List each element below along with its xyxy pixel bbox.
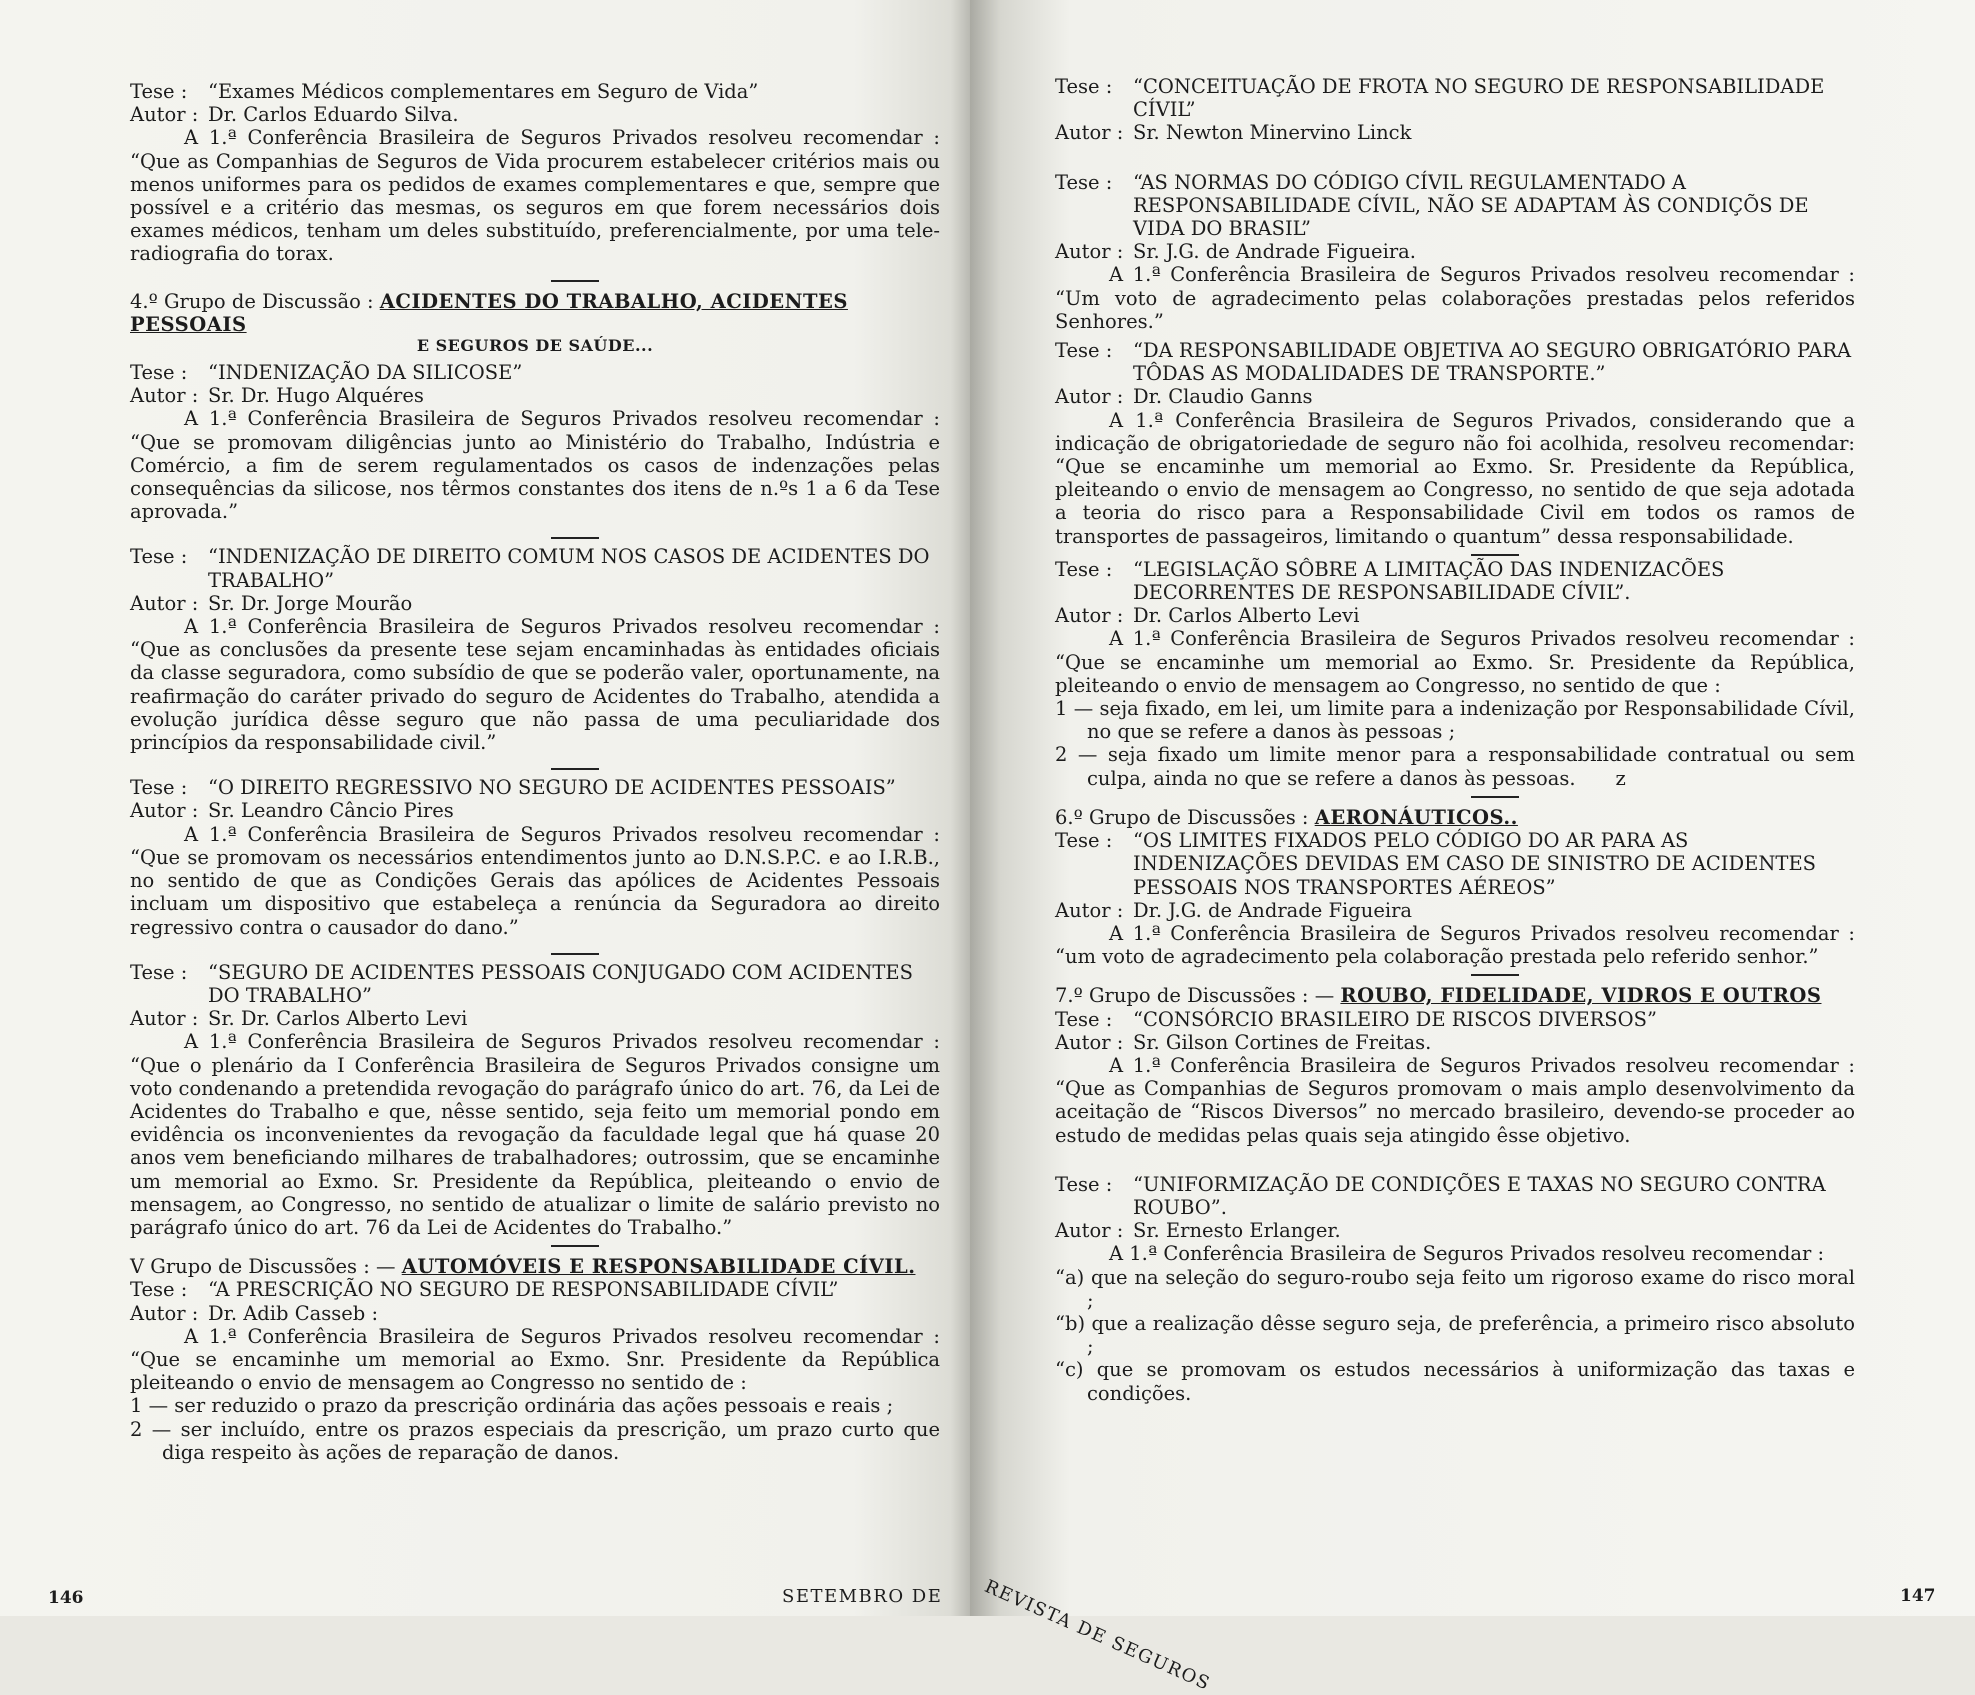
- autor-label: Autor :: [130, 799, 199, 823]
- thesis-title: “Exames Médicos complementares em Seguro de Vida”: [208, 80, 759, 103]
- right-page: [970, 0, 1975, 1695]
- margin-mark: z: [1615, 766, 1626, 790]
- list-item-text: 2 — seja fixado um limite menor para a responsabilidade contratual ou sem culpa, ainda no que se refere a danos às pessoas.: [1055, 743, 1855, 790]
- thesis-block: [1055, 1173, 1855, 1405]
- thesis-title: “DA RESPONSABILIDADE OBJETIVA AO SEGURO OBRIGATÓRIO PARA TÔDAS AS MODALIDADES DE TRANSPORTE.”: [1133, 339, 1852, 386]
- tese-label: Tese :: [1055, 1172, 1113, 1196]
- thesis-block: [1055, 1008, 1855, 1147]
- thesis-block: [1055, 339, 1855, 548]
- thesis-title: “UNIFORMIZAÇÃO DE CONDIÇÕES E TAXAS NO SEGURO CONTRA ROUBO”.: [1133, 1172, 1826, 1219]
- thesis-title: “INDENIZAÇÃO DA SILICOSE”: [208, 361, 523, 385]
- separator: [551, 953, 599, 955]
- thesis-block: [1055, 75, 1855, 145]
- thesis-block: [130, 545, 940, 754]
- autor-label: Autor :: [130, 591, 199, 615]
- running-footer: SETEMBRO DE: [782, 1586, 943, 1607]
- left-page: [0, 0, 970, 1616]
- thesis-author: Sr. Dr. Carlos Alberto Levi: [208, 1007, 468, 1031]
- thesis-author: Sr. J.G. de Andrade Figueira.: [1133, 240, 1416, 264]
- group-prefix: 7.º Grupo de Discussões : —: [1055, 984, 1335, 1008]
- page-number: 146: [48, 1588, 84, 1608]
- group-heading: [130, 1255, 940, 1278]
- autor-label: Autor :: [1055, 1030, 1124, 1054]
- autor-label: Autor :: [130, 384, 199, 408]
- resolution-text: A 1.ª Conferência Brasileira de Seguros Privados resolveu recomendar : “um voto de agradecimento pela colaboração prestada pelo referido senhor.”: [1055, 921, 1855, 969]
- thesis-block: [130, 80, 940, 266]
- list-item: 2 — ser incluído, entre os prazos especiais da prescrição, um prazo curto que diga respeito às ações de reparação de danos.: [130, 1417, 940, 1464]
- group-name: AUTOMÓVEIS E RESPONSABILIDADE CÍVIL.: [401, 1255, 916, 1279]
- autor-label: Autor :: [130, 1007, 199, 1031]
- autor-label: Autor :: [1055, 604, 1124, 628]
- group-heading: [130, 290, 940, 336]
- separator: [551, 1245, 599, 1247]
- thesis-block: [1055, 829, 1855, 968]
- thesis-author: Sr. Leandro Câncio Pires: [208, 799, 454, 823]
- tese-label: Tese :: [130, 960, 188, 984]
- tese-label: Tese :: [130, 80, 188, 103]
- group-prefix: 4.º Grupo de Discussão :: [130, 289, 374, 313]
- page-number: 147: [1900, 1586, 1936, 1606]
- thesis-block: [1055, 558, 1855, 790]
- thesis-author: Dr. J.G. de Andrade Figueira: [1133, 898, 1413, 922]
- autor-label: Autor :: [1055, 121, 1124, 145]
- separator: [551, 768, 599, 770]
- thesis-block: [130, 1278, 940, 1464]
- thesis-author: Sr. Newton Minervino Linck: [1133, 121, 1412, 145]
- tese-label: Tese :: [130, 361, 188, 385]
- tese-label: Tese :: [1055, 75, 1113, 98]
- thesis-author: Dr. Carlos Eduardo Silva.: [208, 103, 459, 127]
- thesis-author: Sr. Gilson Cortines de Freitas.: [1133, 1030, 1432, 1054]
- thesis-title: “LEGISLAÇÃO SÔBRE A LIMITAÇÃO DAS INDENIZACÕES DECORRENTES DE RESPONSABILIDADE CÍVIL”.: [1133, 557, 1725, 605]
- separator: [1471, 796, 1519, 798]
- thesis-author: Dr. Adib Casseb :: [208, 1301, 379, 1325]
- tese-label: Tese :: [1055, 170, 1113, 194]
- group-name: ACIDENTES DO TRABALHO, ACIDENTES PESSOAIS: [130, 289, 848, 336]
- tese-label: Tese :: [130, 776, 188, 800]
- autor-label: Autor :: [1055, 898, 1124, 922]
- group-prefix: 6.º Grupo de Discussões :: [1055, 805, 1309, 829]
- group-name-continued: E SEGUROS DE SAÚDE...: [416, 336, 654, 356]
- tese-label: Tese :: [130, 1278, 188, 1302]
- group-heading: [1055, 806, 1855, 829]
- group-prefix: V Grupo de Discussões : —: [130, 1255, 396, 1279]
- list-item: “c) que se promovam os estudos necessários à uniformização das taxas e condições.: [1055, 1358, 1855, 1405]
- autor-label: Autor :: [130, 1301, 199, 1325]
- thesis-block: [130, 361, 940, 523]
- thesis-title: “O DIREITO REGRESSIVO NO SEGURO DE ACIDENTES PESSOAIS”: [208, 776, 896, 800]
- thesis-author: Dr. Claudio Ganns: [1133, 385, 1313, 409]
- thesis-title: “CONCEITUAÇÃO DE FROTA NO SEGURO DE RESPONSABILIDADE CÍVIL”: [1133, 75, 1825, 122]
- autor-label: Autor :: [1055, 385, 1124, 409]
- resolution-text: A 1.ª Conferência Brasileira de Seguros Privados resolveu recomendar : “Que as Companhias de Seguros promovam o mais amplo desenvolvimento da aceitação de “Riscos Diversos” no mercado brasileiro, devendo-se proceder ao estudo de medidas pelas quais seja atingido êsse objetivo.: [1055, 1053, 1855, 1147]
- separator: [1471, 974, 1519, 976]
- resolution-text: A 1.ª Conferência Brasileira de Seguros Privados resolveu recomendar : “Um voto de agradecimento pelas colaborações prestadas pelos referidos Senhores.”: [1055, 263, 1855, 333]
- thesis-author: Sr. Dr. Hugo Alquéres: [208, 384, 424, 408]
- tese-label: Tese :: [1055, 557, 1113, 581]
- list-item: 1 — seja fixado, em lei, um limite para a indenização por Responsabilidade Cívil, no que se refere a danos às pessoas ;: [1055, 697, 1855, 744]
- group-heading: [1055, 984, 1855, 1007]
- autor-label: Autor :: [1055, 1219, 1124, 1243]
- resolution-text: A 1.ª Conferência Brasileira de Seguros Privados resolveu recomendar :: [1109, 1242, 1825, 1266]
- thesis-block: [1055, 171, 1855, 333]
- group-name: ROUBO, FIDELIDADE, VIDROS E OUTROS: [1340, 984, 1822, 1008]
- resolution-text: A 1.ª Conferência Brasileira de Seguros Privados resolveu recomendar : “Que as Companhias de Seguros de Vida procurem estabelecer critérios mais ou menos uniformes para os pedidos de exames complementares e que, sempre que possível e a critério das mesmas, os seguros em que forem necessários dois exames médicos, tenham um deles substituído, preferencialmente, por uma tele-radiografia do torax.: [130, 126, 940, 266]
- thesis-author: Sr. Dr. Jorge Mourão: [208, 591, 413, 615]
- thesis-title: “SEGURO DE ACIDENTES PESSOAIS CONJUGADO COM ACIDENTES DO TRABALHO”: [208, 960, 914, 1007]
- list-item: 1 — ser reduzido o prazo da prescrição ordinária das ações pessoais e reais ;: [130, 1394, 894, 1418]
- thesis-title: “AS NORMAS DO CÓDIGO CÍVIL REGULAMENTADO A RESPONSABILIDADE CÍVIL, NÃO SE ADAPTAM ÀS CONDIÇÕS DE VIDA DO BRASIL”: [1133, 170, 1809, 241]
- thesis-title: “OS LIMITES FIXADOS PELO CÓDIGO DO AR PARA AS INDENIZAÇÕES DEVIDAS EM CASO DE SINISTRO DE ACIDENTES PESSOAIS NOS TRANSPORTES AÉREOS”: [1133, 829, 1817, 899]
- tese-label: Tese :: [1055, 1007, 1113, 1031]
- tese-label: Tese :: [1055, 339, 1113, 363]
- thesis-title: “A PRESCRIÇÃO NO SEGURO DE RESPONSABILIDADE CÍVIL”: [208, 1278, 839, 1302]
- thesis-author: Sr. Ernesto Erlanger.: [1133, 1219, 1341, 1243]
- list-item: [1055, 743, 1855, 789]
- resolution-text: A 1.ª Conferência Brasileira de Seguros Privados resolveu recomendar : “Que se promovam os necessários entendimentos junto ao D.N.S.P.C. e ao I.R.B., no sentido de que as Condições Gerais das apólices de Acidentes Pessoais incluam um dispositivo que estabeleça a renúncia da Seguradora ao direito regressivo contra o causador do dano.”: [130, 822, 940, 939]
- thesis-block: [130, 961, 940, 1239]
- resolution-text: A 1.ª Conferência Brasileira de Seguros Privados resolveu recomendar : “Que as conclusões da presente tese sejam encaminhadas às entidades oficiais da classe seguradora, como subsídio de que se poderão valer, oportunamente, na reafirmação do caráter privado do seguro de Acidentes do Trabalho, atendida a evolução jurídica dêsse seguro que não passa de uma peculiaridade dos princípios da responsabilidade civil.”: [130, 615, 940, 755]
- separator: [551, 280, 599, 282]
- resolution-text: A 1.ª Conferência Brasileira de Seguros Privados resolveu recomendar : “Que se promovam diligências junto ao Ministério do Trabalho, Indústria e Comércio, a fim de serem regulamentados os casos de indenzações pelas consequências da silicose, nos têrmos constantes dos itens de n.ºs 1 a 6 da Tese aprovada.”: [130, 407, 940, 524]
- thesis-author: Dr. Carlos Alberto Levi: [1133, 604, 1360, 628]
- separator: [1471, 554, 1519, 556]
- resolution-text: A 1.ª Conferência Brasileira de Seguros Privados resolveu recomendar : “Que se encaminhe um memorial ao Exmo. Sr. Presidente da República, pleiteando o envio de mensagem ao Congresso, no sentido de que :: [1055, 627, 1855, 697]
- tese-label: Tese :: [1055, 829, 1113, 853]
- group-name: AERONÁUTICOS..: [1314, 805, 1518, 829]
- running-footer: REVISTA DE SEGUROS: [981, 1576, 1214, 1695]
- tese-label: Tese :: [130, 545, 188, 569]
- resolution-text: A 1.ª Conferência Brasileira de Seguros Privados resolveu recomendar : “Que se encaminhe um memorial ao Exmo. Snr. Presidente da República pleiteando o envio de mensagem ao Congresso no sentido de :: [130, 1324, 940, 1395]
- thesis-title: “INDENIZAÇÃO DE DIREITO COMUM NOS CASOS DE ACIDENTES DO TRABALHO”: [208, 545, 930, 592]
- autor-label: Autor :: [130, 103, 199, 127]
- list-item: “b) que a realização dêsse seguro seja, de preferência, a primeiro risco absoluto ;: [1055, 1311, 1855, 1359]
- list-item: “a) que na seleção do seguro-roubo seja feito um rigoroso exame do risco moral ;: [1055, 1265, 1855, 1312]
- resolution-text: A 1.ª Conferência Brasileira de Seguros Privados resolveu recomendar : “Que o plenário da I Conferência Brasileira de Seguros Privados consigne um voto condenando a pretendida revogação do parágrafo único do art. 76, da Lei de Acidentes do Trabalho e que, nêsse sentido, seja feito um memorial pondo em evidência os inconvenientes da revogação da faculdade legal que há quase 20 anos vem beneficiando milhares de trabalhadores; outrossim, que se encaminhe um memorial ao Exmo. Sr. Presidente da República, pleiteando o envio de mensagem, ao Congresso, no sentido de atualizar o limite de salário previsto no parágrafo único do art. 76 da Lei de Acidentes do Trabalho.”: [130, 1030, 940, 1239]
- separator: [551, 537, 599, 539]
- autor-label: Autor :: [1055, 240, 1124, 264]
- thesis-title: “CONSÓRCIO BRASILEIRO DE RISCOS DIVERSOS”: [1133, 1007, 1657, 1031]
- thesis-block: [130, 776, 940, 938]
- resolution-text: A 1.ª Conferência Brasileira de Seguros Privados, considerando que a indicação de obrigatoriedade de seguro não foi acolhida, resolveu recomendar: “Que se encaminhe um memorial ao Exmo. Sr. Presidente da República, pleiteando o envio de mensagem ao Congresso, no sentido de que seja adotada a teoria do risco para a Responsabilidade Civil em todos os ramos de transportes de passageiros, limitando o quantum” dessa responsabilidade.: [1055, 408, 1855, 548]
